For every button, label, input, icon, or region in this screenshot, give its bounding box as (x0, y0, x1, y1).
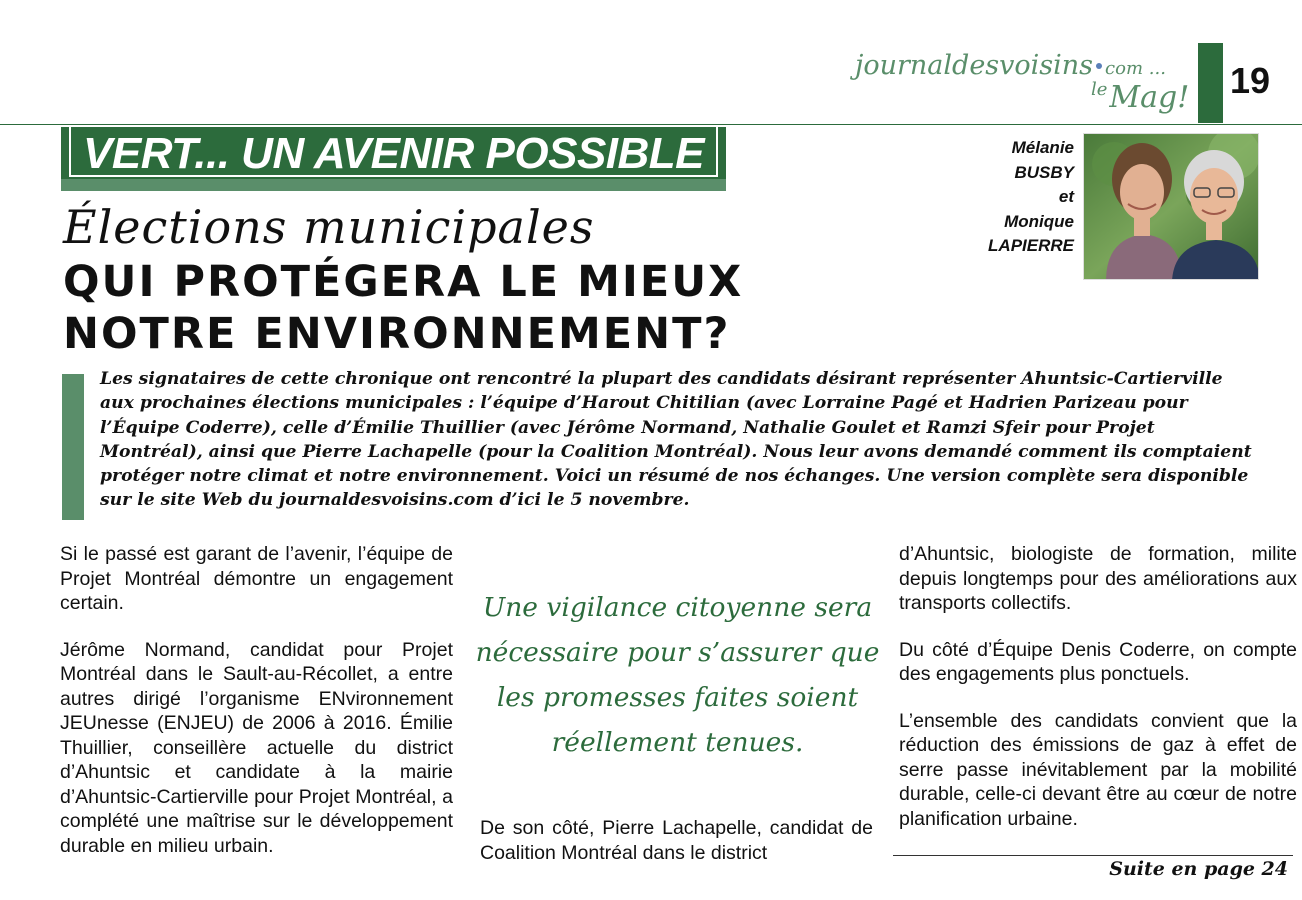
article-kicker: Élections municipales (63, 200, 595, 254)
paragraph: L’ensemble des candidats convient que la réduction des émissions de gaz à effet de serre passe inévitablement par la mobilité durable, celle-ci devant être au cœur de notre planification urbaine. (899, 709, 1297, 830)
author-conjunction: et (1058, 187, 1074, 206)
paragraph: Du côté d’Équipe Denis Coderre, on compte des engagements plus ponctuels. (899, 638, 1297, 685)
headline-line-1: QUI PROTÉGERA LE MIEUX (63, 257, 744, 307)
article-column-1 (60, 542, 453, 880)
article-column-2: De son côté, Pierre Lachapelle, candidat de Coalition Montréal dans le district (480, 817, 873, 864)
author-last-name-1: BUSBY (1014, 162, 1074, 182)
header-rule (0, 124, 1302, 125)
continued-on-page: Suite en page 24 (1109, 858, 1288, 880)
banner-underline (61, 179, 726, 191)
paragraph: Jérôme Normand, candidat pour Projet Montréal dans le Sault-au-Récollet, a entre autres dirigé l’organisme ENvironnement JEUnesse (ENJEU) de 2006 à 2016. Émilie Thuillier, conseillère actuelle du district d’Ahuntsic et candidate à la mairie d’Ahuntsic-Cartierville pour Projet Montréal, a complété une maîtrise sur le développement durable en milieu urbain. (60, 638, 453, 857)
page-number: 19 (1230, 60, 1271, 101)
author-byline (970, 136, 1074, 259)
paragraph: d’Ahuntsic, biologiste de formation, milite depuis longtemps pour des améliorations aux transports collectifs. (899, 543, 1297, 614)
headline-line-2: NOTRE ENVIRONNEMENT? (63, 309, 731, 359)
brand-mag-label: $^{le}$Mag! (1091, 79, 1190, 115)
author-last-name-2: LAPIERRE (988, 236, 1074, 255)
section-banner-title: VERT... UN AVENIR POSSIBLE (83, 129, 705, 178)
magazine-brand-logo (855, 46, 1195, 126)
pull-quote: Une vigilance citoyenne sera nécessaire pour s’assurer que les promesses faites soient réellement tenues. (475, 592, 880, 758)
article-headline (63, 256, 743, 360)
authors-photo (1083, 133, 1259, 280)
continuation-rule (893, 855, 1293, 856)
section-banner (61, 127, 726, 191)
article-intro: Les signataires de cette chronique ont rencontré la plupart des candidats désirant représenter Ahuntsic-Cartierville aux prochaines élections municipales : l’équipe d’Harout Chitilian (avec Lorraine Pagé et Hadrien Parizeau pour l’Équipe Coderre), celle d’Émilie Thuillier (avec Jérôme Normand, Nathalie Goulet et Ramzi Sfeir pour Projet Montréal), ainsi que Pierre Lachapelle (pour la Coalition Montréal). Nous leur avons demandé comment ils comptaient protéger notre climat et notre environnement. Voici un résumé de nos échanges. Une version complète sera disponible sur le site Web du journaldesvoisins.com d’ici le 5 novembre. (100, 369, 1252, 511)
paragraph: Si le passé est garant de l’avenir, l’équipe de Projet Montréal démontre un engagement certain. (60, 543, 453, 614)
header-accent-bar (1198, 43, 1223, 123)
brand-site-name: journaldesvoisins com ... (855, 50, 1166, 81)
intro-accent-bar (62, 374, 84, 520)
author-first-name-2: Monique (1004, 211, 1074, 231)
article-column-3 (899, 542, 1297, 853)
author-first-name-1: Mélanie (1011, 138, 1074, 157)
